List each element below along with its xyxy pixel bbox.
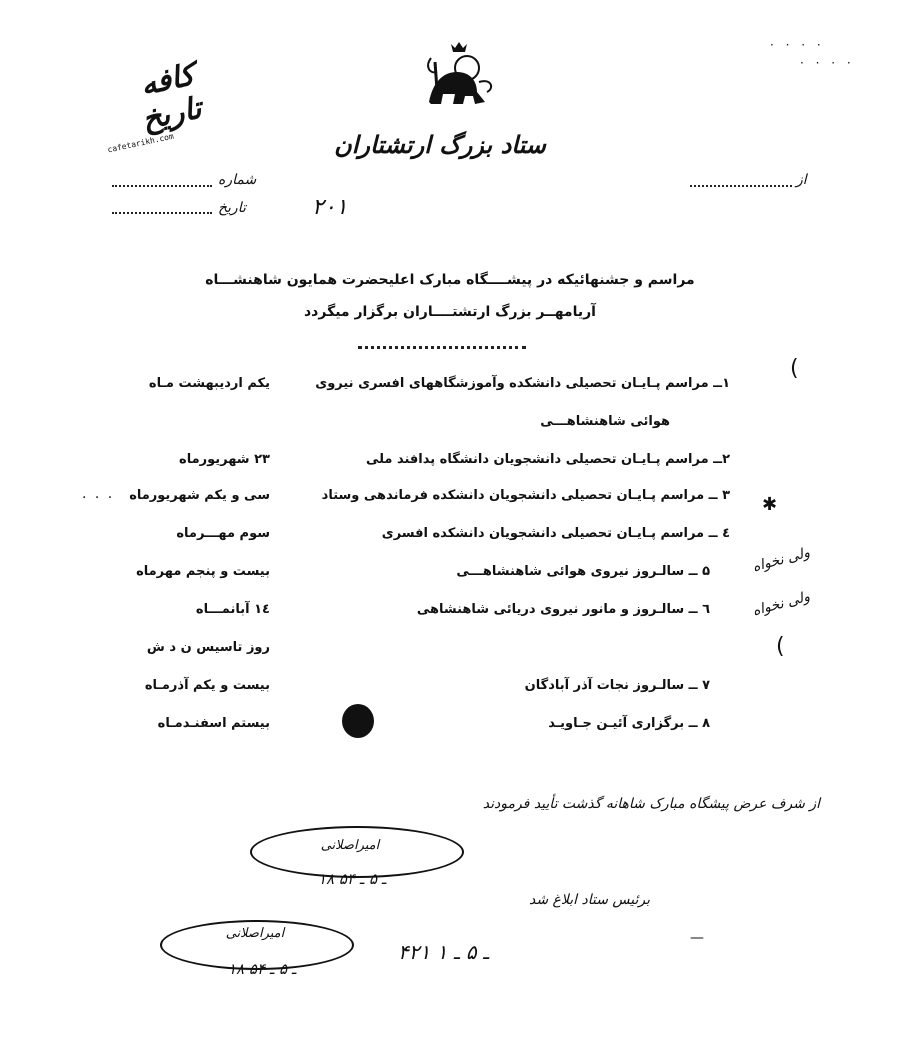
- ink-blot: [342, 704, 374, 738]
- list-item-4-date: سوم مهـــرماه: [176, 526, 270, 541]
- margin-bracket-2: (: [776, 634, 785, 659]
- list-item-6-subdate: روز تاسیس ن د ش: [146, 640, 270, 655]
- top-dots-1: · · · ·: [770, 38, 825, 52]
- list-item-5-date: بیست و پنجم مهرماه: [136, 564, 270, 579]
- number-label: شماره: [218, 172, 257, 188]
- list-item-8-date: بیستم اسفنـدمـاه: [157, 716, 270, 731]
- subject-underline: [358, 346, 526, 349]
- list-item-2-date: ۲۳ شهریورماه: [179, 452, 270, 467]
- list-item-3: ۳ ــ مراسم پـایـان تحصیلی دانشجویان دانشکده فرماندهی وستاد: [321, 488, 730, 503]
- from-label: از: [796, 172, 807, 188]
- handwritten-forward: برئیس ستاد ابلاغ شد: [529, 892, 650, 908]
- list-item-7-date: بیست و یکم آذرمـاه: [144, 678, 270, 693]
- signature-1-date: ۱۸ ـ ۵ ـ ۵۴: [318, 870, 387, 888]
- watermark-logo: [73, 58, 207, 161]
- margin-note-6: ولی نخواه: [750, 588, 812, 620]
- date-dotted-line: [112, 212, 212, 214]
- date-label: تاریخ: [218, 200, 246, 216]
- margin-bracket-1: (: [790, 356, 799, 381]
- list-item-8: ۸ ــ برگزاری آئیـن جـاویـد: [548, 716, 710, 731]
- handwritten-number: ۲۰۱: [312, 195, 348, 220]
- subject-line-2: آریامهــر بزرگ ارتشتــــاران برگزار میگردد: [304, 304, 596, 320]
- list-item-2: ۲ــ مراسم پـایـان تحصیلی دانشجویان دانشگاه پدافند ملی: [365, 452, 730, 467]
- subject-line-1: مراسم و جشنهائیکه در پیشــــگاه مبارک اعلیحضرت همایون شاهنشـــاه: [205, 272, 695, 288]
- list-item-1: ۱ــ مراسم پـایـان تحصیلی دانشکده وآموزشگاههای افسری نیروی: [315, 376, 730, 391]
- list-item-3-date: سی و یکم شهریورماه: [129, 488, 270, 503]
- list-item-7: ۷ ــ سالـروز نجات آذر آبادگان: [524, 678, 710, 693]
- watermark-site: cafetarikh.com: [106, 131, 175, 155]
- signature-2-date: ۱۸ ـ ۵ ـ ۵۴: [228, 960, 297, 978]
- list-item-4: ٤ ــ مراسم پـایـان تحصیلی دانشجویان دانشکده افسری: [381, 526, 730, 541]
- list-item-6-date: ١٤ آبانمـــاه: [195, 602, 270, 617]
- list-item-1-date: یکم اردیبهشت مـاه: [148, 376, 270, 391]
- list-item-6: ٦ ــ سالـروز و مانور نیروی دریائی شاهنشاهی: [416, 602, 710, 617]
- margin-note-5: ولی نخواه: [750, 544, 812, 576]
- watermark-text: کافه تاریخ: [137, 57, 205, 138]
- signature-1-name: امیراصلانی: [320, 838, 380, 853]
- list-item-1-cont: هوائی شاهنشاهـــی: [540, 414, 670, 429]
- list-item-5: ۵ ــ سالـروز نیروی هوائی شاهنشاهـــی: [456, 564, 710, 579]
- dash-mark: —: [690, 930, 704, 946]
- reference-number: ۴۲۱ ـ ۵ ـ ۱: [398, 940, 489, 964]
- margin-dots: · · ·: [82, 490, 115, 506]
- document-title: ستاد بزرگ ارتشتاران: [334, 131, 546, 159]
- number-dotted-line: [112, 185, 212, 187]
- top-dots-2: · · · ·: [800, 56, 855, 70]
- handwritten-approval: از شرف عرض پیشگاه مبارک شاهانه گذشت تأیید فرمودند: [482, 796, 820, 812]
- ink-mark: ✱: [762, 494, 778, 515]
- lion-sun-emblem-icon: [415, 42, 505, 112]
- signature-2-name: امیراصلانی: [225, 926, 285, 941]
- from-dotted-line: [690, 185, 792, 187]
